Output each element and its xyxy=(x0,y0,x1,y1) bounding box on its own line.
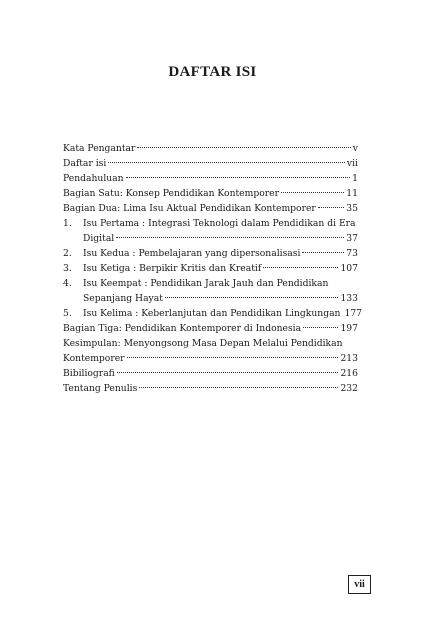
toc-entry-page: 73 xyxy=(346,248,358,259)
toc-leader-dots xyxy=(303,327,338,328)
toc-entry xyxy=(63,171,358,186)
table-of-contents xyxy=(63,141,363,396)
toc-entry-page: 107 xyxy=(340,263,358,274)
toc-entry-label: Bagian Dua: Lima Isu Aktual Pendidikan Kontemporer xyxy=(63,203,316,214)
toc-leader-dots xyxy=(139,387,338,388)
toc-entry-page: 232 xyxy=(340,383,358,394)
page-number: vii xyxy=(348,575,371,594)
toc-entry-number: 1. xyxy=(63,218,72,229)
toc-entry-number: 4. xyxy=(63,278,72,289)
toc-entry xyxy=(63,141,358,156)
toc-leader-dots xyxy=(318,207,344,208)
toc-entry xyxy=(63,366,358,381)
toc-entry xyxy=(63,246,358,261)
toc-entry-label-first-line: Isu Pertama : Integrasi Teknologi dalam Pendidikan di Era xyxy=(83,218,356,229)
toc-entry-label: Isu Ketiga : Berpikir Kritis dan Kreatif xyxy=(83,263,262,274)
toc-entry-number: 2. xyxy=(63,248,72,259)
toc-entry xyxy=(63,276,358,306)
toc-leader-dots xyxy=(117,372,339,373)
toc-leader-dots xyxy=(126,177,351,178)
toc-leader-dots xyxy=(108,162,345,163)
toc-entry-label: Bagian Satu: Konsep Pendidikan Kontemporer xyxy=(63,188,279,199)
toc-entry-label: Isu Kedua : Pembelajaran yang dipersonalisasi xyxy=(83,248,301,259)
toc-entry-number: 5. xyxy=(63,308,72,319)
toc-leader-dots xyxy=(116,237,344,238)
toc-entry-label: Kata Pengantar xyxy=(63,143,136,154)
toc-leader-dots xyxy=(281,192,344,193)
toc-entry xyxy=(63,306,363,321)
toc-entry-page: 216 xyxy=(340,368,358,379)
toc-entry-page: 35 xyxy=(346,203,358,214)
toc-entry-page: 1 xyxy=(352,173,358,184)
toc-entry-label: Tentang Penulis xyxy=(63,383,138,394)
toc-entry-page: 133 xyxy=(340,293,358,304)
toc-leader-dots xyxy=(165,297,339,298)
toc-entry-label-first-line: Kesimpulan: Menyongsong Masa Depan Melalui Pendidikan xyxy=(63,338,343,349)
toc-entry xyxy=(63,381,358,396)
toc-entry xyxy=(63,201,358,216)
toc-entry xyxy=(63,321,358,336)
toc-entry xyxy=(63,186,358,201)
toc-entry-label: Bibiliografi xyxy=(63,368,115,379)
toc-entry-page: 197 xyxy=(340,323,358,334)
toc-entry xyxy=(63,261,358,276)
toc-entry-label: Digital xyxy=(83,233,115,244)
toc-leader-dots xyxy=(137,147,350,148)
toc-entry-label-first-line: Isu Keempat : Pendidikan Jarak Jauh dan Pendidikan xyxy=(83,278,329,289)
toc-entry xyxy=(63,156,358,171)
toc-entry-page: 177 xyxy=(344,308,363,319)
toc-entry-page: vii xyxy=(346,158,358,169)
toc-entry-page: v xyxy=(352,143,358,154)
toc-entry-label: Sepanjang Hayat xyxy=(83,293,163,304)
toc-entry-page: 37 xyxy=(346,233,358,244)
toc-entry-number: 3. xyxy=(63,263,72,274)
toc-leader-dots xyxy=(302,252,344,253)
toc-entry-label: Bagian Tiga: Pendidikan Kontemporer di Indonesia xyxy=(63,323,302,334)
toc-entry-label: Pendahuluan xyxy=(63,173,124,184)
page-title: DAFTAR ISI xyxy=(168,64,257,80)
toc-entry-page: 213 xyxy=(340,353,358,364)
toc-entry xyxy=(63,336,358,366)
toc-entry-label: Isu Kelima : Keberlanjutan dan Pendidikan Lingkungan xyxy=(83,308,341,319)
toc-leader-dots xyxy=(263,267,338,268)
toc-leader-dots xyxy=(127,357,339,358)
toc-entry-label: Daftar isi xyxy=(63,158,107,169)
toc-entry-label: Kontemporer xyxy=(63,353,125,364)
toc-entry-page: 11 xyxy=(346,188,358,199)
toc-entry xyxy=(63,216,358,246)
